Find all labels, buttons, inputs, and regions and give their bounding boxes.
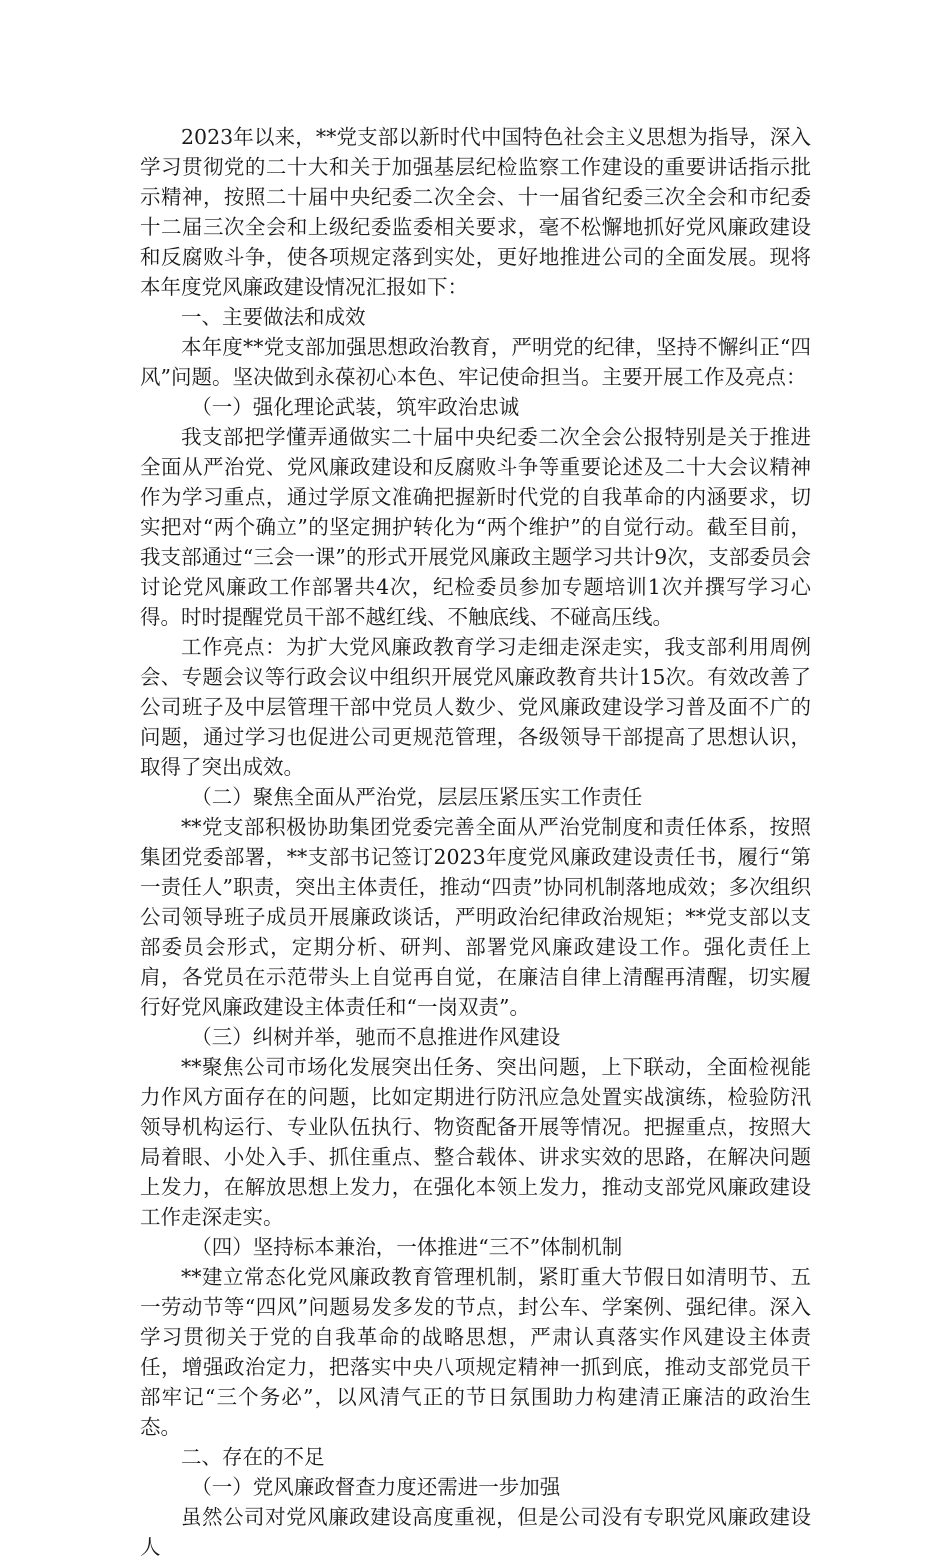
subsection-heading: （二）聚焦全面从严治党，层层压紧压实工作责任	[191, 785, 643, 809]
body-paragraph: 本年度**党支部加强思想政治教育，严明党的纪律，坚持不懈纠正“四风”问题。坚决做到永葆初心本色、牢记使命担当。主要开展工作及亮点：	[140, 335, 811, 389]
section-heading: 二、存在的不足	[181, 1445, 325, 1469]
subsection-heading: （一）强化理论武装，筑牢政治忠诚	[191, 395, 520, 419]
body-paragraph: 虽然公司对党风廉政建设高度重视，但是公司没有专职党风廉政建设人	[140, 1505, 811, 1559]
subsection-heading: （一）党风廉政督查力度还需进一步加强	[191, 1475, 561, 1499]
document-body	[140, 122, 811, 1562]
body-paragraph: 工作亮点：为扩大党风廉政教育学习走细走深走实，我支部利用周例会、专题会议等行政会议中组织开展党风廉政教育共计15次。有效改善了公司班子及中层管理干部中党员人数少、党风廉政建设学习普及面不广的问题，通过学习也促进公司更规范管理，各级领导干部提高了思想认识，取得了突出成效。	[140, 635, 811, 779]
body-paragraph: **聚焦公司市场化发展突出任务、突出问题，上下联动，全面检视能力作风方面存在的问题，比如定期进行防汛应急处置实战演练，检验防汛领导机构运行、专业队伍执行、物资配备开展等情况。把握重点，按照大局着眼、小处入手、抓住重点、整合载体、讲求实效的思路，在解决问题上发力，在解放思想上发力，在强化本领上发力，推动支部党风廉政建设工作走深走实。	[140, 1055, 811, 1229]
intro-paragraph: 2023年以来，**党支部以新时代中国特色社会主义思想为指导，深入学习贯彻党的二十大和关于加强基层纪检监察工作建设的重要讲话指示批示精神，按照二十届中央纪委二次全会、十一届省纪委三次全会和市纪委十二届三次全会和上级纪委监委相关要求，毫不松懈地抓好党风廉政建设和反腐败斗争，使各项规定落到实处，更好地推进公司的全面发展。现将本年度党风廉政建设情况汇报如下：	[140, 125, 811, 299]
subsection-heading: （三）纠树并举，驰而不息推进作风建设	[191, 1025, 561, 1049]
subsection-heading: （四）坚持标本兼治，一体推进“三不”体制机制	[191, 1235, 623, 1259]
body-paragraph: **党支部积极协助集团党委完善全面从严治党制度和责任体系，按照集团党委部署，**支部书记签订2023年度党风廉政建设责任书，履行“第一责任人”职责，突出主体责任，推动“四责”协同机制落地成效；多次组织公司领导班子成员开展廉政谈话，严明政治纪律政治规矩；**党支部以支部委员会形式，定期分析、研判、部署党风廉政建设工作。强化责任上肩，各党员在示范带头上自觉再自觉，在廉洁自律上清醒再清醒，切实履行好党风廉政建设主体责任和“一岗双责”。	[140, 815, 811, 1019]
body-paragraph: 我支部把学懂弄通做实二十届中央纪委二次全会公报特别是关于推进全面从严治党、党风廉政建设和反腐败斗争等重要论述及二十大会议精神作为学习重点，通过学原文准确把握新时代党的自我革命的内涵要求，切实把对“两个确立”的坚定拥护转化为“两个维护”的自觉行动。截至目前，我支部通过“三会一课”的形式开展党风廉政主题学习共计9次，支部委员会讨论党风廉政工作部署共4次，纪检委员参加专题培训1次并撰写学习心得。时时提醒党员干部不越红线、不触底线、不碰高压线。	[140, 425, 811, 629]
body-paragraph: **建立常态化党风廉政教育管理机制，紧盯重大节假日如清明节、五一劳动节等“四风”问题易发多发的节点，封公车、学案例、强纪律。深入学习贯彻关于党的自我革命的战略思想，严肃认真落实作风建设主体责任，增强政治定力，把落实中央八项规定精神一抓到底，推动支部党员干部牢记“三个务必”，以风清气正的节日氛围助力构建清正廉洁的政治生态。	[140, 1265, 811, 1439]
section-heading: 一、主要做法和成效	[181, 305, 366, 329]
